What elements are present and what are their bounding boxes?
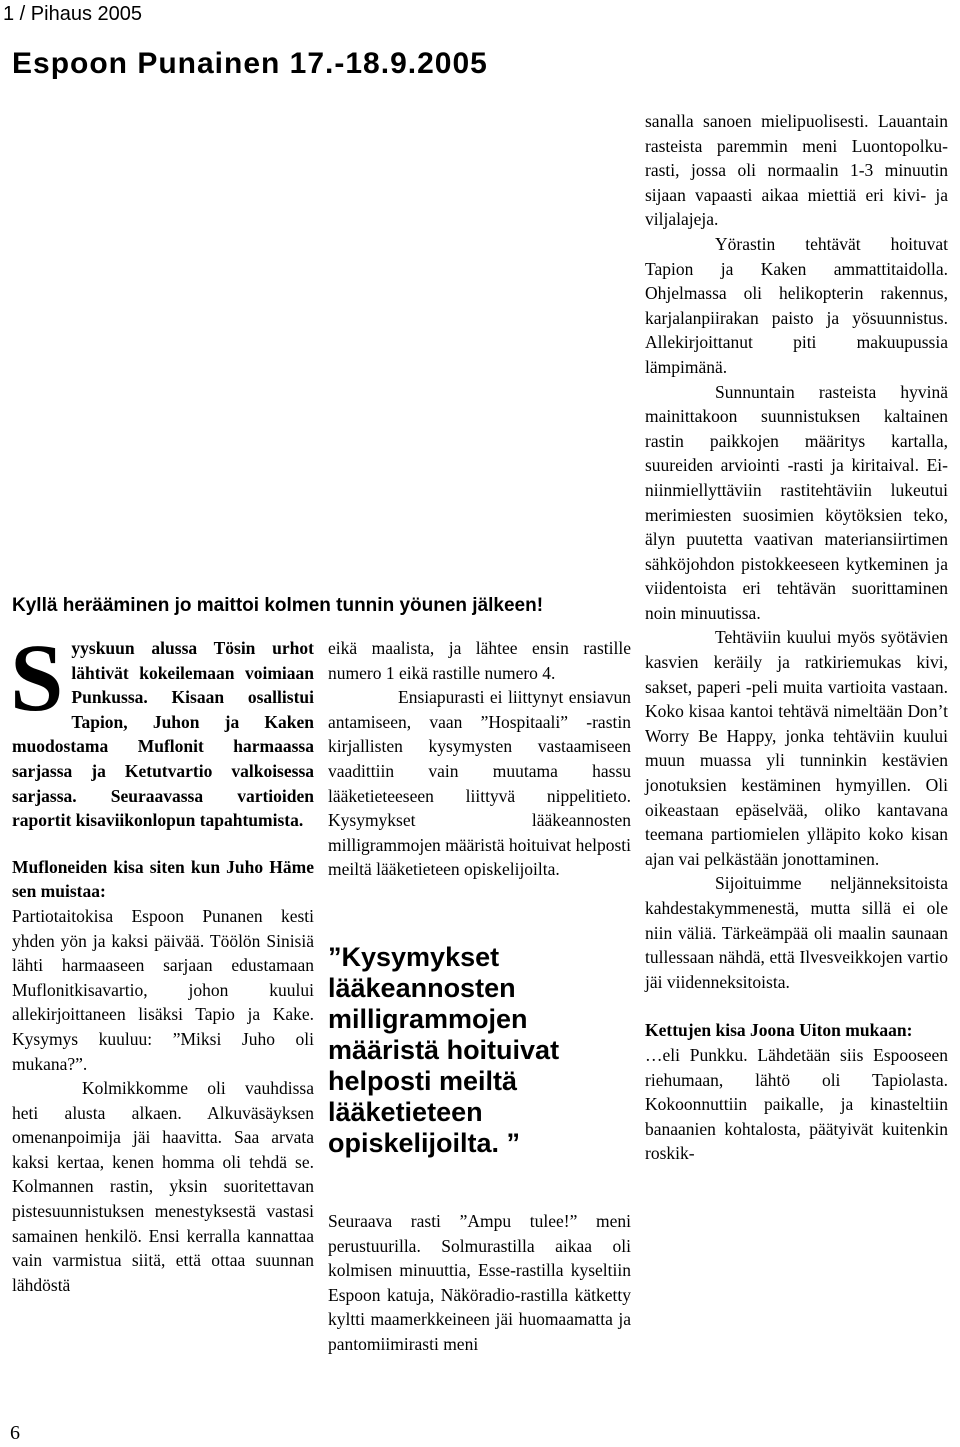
body-paragraph: Partiotaitokisa Espoon Punanen kesti yhden yön ja kaksi päivää. Töölön Sinisiä lähti harmaaseen sarjaan edustamaan Muflonitkisavartio, johon kuului allekirjoittaneen lisäksi Tapio ja Kake. Kysymys kuuluu: ”Miksi Juho oli mukana?”. xyxy=(12,905,314,1074)
body-paragraph: Sunnuntain rasteista hyvinä mainittakoon suunnistuksen kaltainen rastin paikkojen määritys kartalla, suureiden arviointi -rasti ja kiritaival. Ei-niinmiellyttäviin rastitehtäviin lukeutui merimiesten suosimien köytöksien teko, älyn puutetta vaativan materiansiirtimen sähköjohdon pistokkeeseen kytkeminen ja viidentoista eri tehtävän suorittaminen noin minuutissa. xyxy=(645,381,948,623)
article-headline: Kyllä herääminen jo maittoi kolmen tunnin yöunen jälkeen! xyxy=(12,595,544,616)
section-heading-mufflons: Mufloneiden kisa siten kun Juho Häme sen muistaa: xyxy=(12,856,314,902)
page-number: 6 xyxy=(10,1422,20,1444)
column-1 xyxy=(10,624,314,1297)
body-paragraph: Sijoituimme neljänneksitoista kahdestakymmenestä, mutta sillä ei ole niin väliä. Tärkeämpää oli maalin saunaan tullessaan nähdä, että Ilvesveikkojen vartio jäi viidenneksitoista. xyxy=(645,873,948,992)
column-2 xyxy=(328,636,631,1357)
pull-quote: ”Kysymykset lääkeannosten milligrammojen määristä hoituivat helposti meiltä lääketieteen opiskelijoilta. ” xyxy=(328,941,560,1158)
body-paragraph: Seuraava rasti ”Ampu tulee!” meni perustuurilla. Solmurastilla aikaa oli kolmisen minuuttia, Esse-rastilla kyseltiin Espoon katuja, Näköradio-rastilla kätketty kyltti maamerkkeineen jäi huomaamatta ja pantomiimirasti meni xyxy=(328,1210,631,1354)
column-3 xyxy=(645,109,948,1166)
page-title: Espoon Punainen 17.-18.9.2005 xyxy=(12,47,488,80)
lead-paragraph xyxy=(10,624,314,833)
body-paragraph: …eli Punkku. Lähdetään siis Espooseen riehumaan, lähtö oli Tapiolasta. Kokoonnuttiin paikalle, ja kinasteltiin banaanien kohtalosta, päätyivät kuitenkin roskik- xyxy=(645,1044,948,1164)
section-heading-foxes: Kettujen kisa Joona Uiton mukaan: xyxy=(645,1020,913,1041)
issue-label: 1 / Pihaus 2005 xyxy=(3,3,142,25)
body-paragraph: Kolmikkomme oli vauhdissa heti alusta alkaen. Alkuväsäyksen omenanpoimija jäi haavitta. Saa arvata kaksi kertaa, kenen homma oli tehdä se. Kolmannen rastin, yksin suoritettavan pistesuunnistuksen menestyksestä vastasi samainen henkilö. Ensi kerralla kannattaa vain varmistua siitä, että ottaa suunnan lähdöstä xyxy=(12,1078,314,1295)
body-paragraph: Ensiapurasti ei liittynyt ensiavun antamiseen, vaan ”Hospitaali” -rastin kirjallisten kysymysten vastaamiseen vaadittiin vain muutama hassu lääketieteeseen liittyvä nippelitieto. Kysymykset lääkeannosten milligrammojen määristä hoituivat helposti meiltä lääketieteen opiskelijoilta. xyxy=(328,687,631,880)
body-paragraph: Yörastin tehtävät hoituvat Tapion ja Kaken ammattitaidolla. Ohjelmassa oli helikopterin rakennus, karjalanpiirakan paisto ja yösuunnistus. Allekirjoittanut piti makuupussia lämpimänä. xyxy=(645,233,948,377)
body-paragraph: Tehtäviin kuului myös syötävien kasvien keräily ja ratkiriemukas kivi, sakset, paperi -peli muita vartioita vastaan. Koko kisaa kantoi tehtävä nimeltään Don’t Worry Be Happy, jonka tehtäviin kuului muun muassa yli tunninkin kestävien jonotuksien kestäminen hymyillen. Oli oikeastaan epäselvää, oliko kantavana teemana partiomielen ylläpito koko kisan ajan vai pelkästään jonottaminen. xyxy=(645,627,948,869)
lead-text: yyskuun alussa Tösin urhot lähtivät kokeilemaan voimiaan Punkussa. Kisaan osallistui Tapion, Juhon ja Kaken muodostama Muflonit harmaassa sarjassa ja Ketutvartio valkoisessa sarjassa. Seuraavassa vartioiden raportit kisaviikonlopun tapahtumista. xyxy=(12,638,314,831)
body-paragraph: eikä maalista, ja lähtee ensin rastille numero 1 eikä rastille numero 4. xyxy=(328,638,631,683)
drop-cap: S xyxy=(10,624,64,731)
body-paragraph: sanalla sanoen mielipuolisesti. Lauantain rasteista paremmin meni Luontopolku-rasti, jossa oli normaalin 1-3 minuutin sijaan vapaasti aikaa miettiä eri kivi- ja viljalajeja. xyxy=(645,111,948,230)
